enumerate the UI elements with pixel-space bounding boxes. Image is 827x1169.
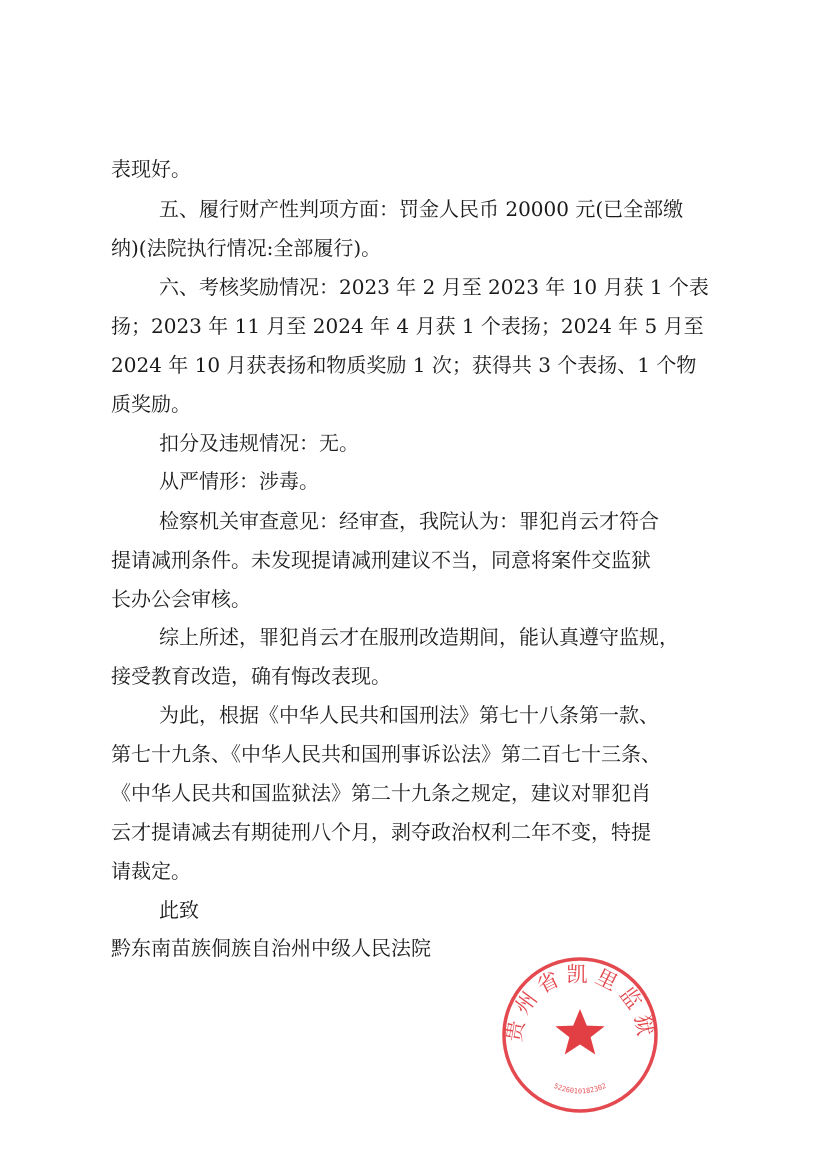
paragraph-line: 接受教育改造，确有悔改表现。 bbox=[111, 664, 391, 688]
star-icon bbox=[555, 1009, 604, 1055]
paragraph-line: 纳)(法院执行情况:全部履行)。 bbox=[111, 236, 382, 260]
paragraph-line: 长办公会审核。 bbox=[111, 587, 251, 611]
paragraph-line: 云才提请减去有期徒刑八个月，剥夺政治权利二年不变，特提 bbox=[111, 820, 651, 844]
paragraph-line: 《中华人民共和国监狱法》第二十九条之规定，建议对罪犯肖 bbox=[111, 781, 651, 805]
paragraph-line: 从严情形：涉毒。 bbox=[159, 469, 319, 493]
paragraph-line: 质奖励。 bbox=[111, 392, 191, 416]
paragraph-line: 第七十九条、《中华人民共和国刑事诉讼法》第二百七十三条、 bbox=[111, 742, 661, 766]
paragraph-line: 综上所述，罪犯肖云才在服刑改造期间，能认真遵守监规， bbox=[159, 625, 679, 649]
paragraph-line: 检察机关审查意见：经审查，我院认为：罪犯肖云才符合 bbox=[159, 509, 659, 533]
svg-text:5226010182302 bbox=[553, 1082, 608, 1095]
salutation: 此致 bbox=[159, 898, 199, 922]
paragraph-line: 2024 年 10 月获表扬和物质奖励 1 次；获得共 3 个表扬、1 个物 bbox=[111, 353, 697, 377]
paragraph-line: 六、考核奖励情况：2023 年 2 月至 2023 年 10 月获 1 个表 bbox=[159, 275, 709, 299]
seal-number: 5226010182302 bbox=[552, 1081, 608, 1096]
paragraph-line: 扬；2023 年 11 月至 2024 年 4 月获 1 个表扬；2024 年 5 月至 bbox=[111, 314, 704, 338]
paragraph-line: 为此，根据《中华人民共和国刑法》第七十八条第一款、 bbox=[159, 703, 659, 727]
paragraph-line: 扣分及违规情况：无。 bbox=[159, 431, 359, 455]
recipient-court: 黔东南苗族侗族自治州中级人民法院 bbox=[111, 936, 431, 960]
paragraph-line: 请裁定。 bbox=[111, 859, 191, 883]
paragraph-line: 五、履行财产性判项方面：罚金人民币 20000 元(已全部缴 bbox=[159, 197, 684, 221]
paragraph-line: 提请减刑条件。未发现提请减刑建议不当，同意将案件交监狱 bbox=[111, 548, 651, 572]
official-seal bbox=[500, 955, 660, 1115]
paragraph-line: 表现好。 bbox=[111, 157, 191, 181]
seal-text: 贵州省凯里监狱 bbox=[501, 962, 659, 1044]
